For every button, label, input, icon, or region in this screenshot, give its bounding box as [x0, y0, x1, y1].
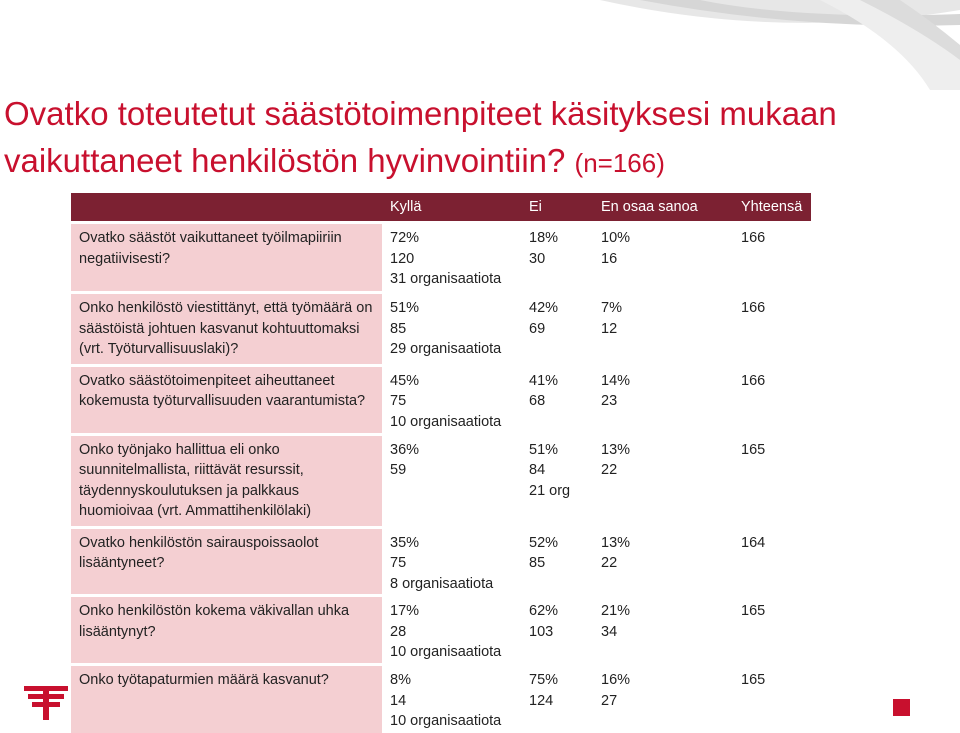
ei-percent: 18%	[529, 230, 559, 246]
ei-cell	[521, 223, 593, 293]
eos-count: 12	[601, 320, 618, 337]
table-row	[71, 223, 811, 293]
kylla-orgs: 10 organisaatiota	[390, 644, 502, 660]
eos-percent: 13%	[601, 534, 631, 551]
eos-count: 16	[601, 250, 618, 267]
kylla-count: 14	[390, 692, 407, 709]
eos-percent: 7%	[601, 300, 622, 316]
decorative-swoosh	[0, 0, 960, 90]
question-cell: Onko henkilöstö viestittänyt, että työmäärä on säästöistä johtuen kasvanut kohtuuttomaksi (vrt. Työturvallisuuslaki)?	[71, 293, 382, 366]
col-header-ei: Ei	[521, 193, 593, 223]
ei-percent: 51%	[529, 441, 559, 458]
eos-cell	[593, 527, 733, 596]
eos-percent: 10%	[601, 230, 631, 246]
col-header-question	[71, 193, 382, 223]
kylla-orgs: 29 organisaatiota	[390, 341, 502, 357]
table-row	[71, 293, 811, 366]
kylla-cell	[382, 365, 521, 434]
ei-count: 85	[529, 555, 546, 571]
ei-cell	[521, 527, 593, 596]
organization-logo-icon	[20, 684, 72, 722]
eos-percent: 21%	[601, 603, 631, 619]
kylla-percent: 72%	[390, 230, 420, 246]
question-cell: Onko henkilöstön kokema väkivallan uhka lisääntynyt?	[71, 596, 382, 665]
kylla-count: 75	[390, 393, 407, 409]
col-header-eos: En osaa sanoa	[593, 193, 733, 223]
eos-count: 23	[601, 393, 618, 409]
eos-count: 27	[601, 692, 618, 709]
yhteensa-cell: 165	[733, 434, 811, 527]
kylla-percent: 45%	[390, 372, 420, 389]
col-header-kylla: Kyllä	[382, 193, 521, 223]
kylla-percent: 8%	[390, 672, 411, 688]
kylla-cell	[382, 596, 521, 665]
eos-percent: 14%	[601, 372, 631, 389]
yhteensa-cell: 165	[733, 596, 811, 665]
ei-percent: 52%	[529, 534, 559, 551]
kylla-orgs: 10 organisaatiota	[390, 413, 502, 430]
ei-percent: 42%	[529, 300, 559, 316]
yhteensa-cell: 166	[733, 365, 811, 434]
yhteensa-cell: 166	[733, 293, 811, 366]
eos-percent: 16%	[601, 672, 631, 688]
yhteensa-cell: 164	[733, 527, 811, 596]
page-title: Ovatko toteutetut säästötoimenpiteet käsityksesi mukaan vaikuttaneet henkilöstön hyvinvointiin? (n=166)	[4, 95, 837, 179]
table-header-row	[71, 193, 811, 223]
ei-count: 84	[529, 462, 546, 478]
question-cell: Ovatko säästötoimenpiteet aiheuttaneet kokemusta työturvallisuuden vaarantumista?	[71, 365, 382, 434]
results-table	[71, 193, 811, 733]
table-row	[71, 434, 811, 527]
eos-count: 34	[601, 623, 618, 640]
kylla-count: 75	[390, 555, 407, 571]
ei-orgs: 21 org	[529, 482, 571, 499]
kylla-orgs: 31 organisaatiota	[390, 271, 502, 287]
kylla-count: 59	[390, 462, 407, 478]
ei-count: 69	[529, 320, 546, 337]
ei-cell	[521, 434, 593, 527]
ei-percent: 62%	[529, 603, 559, 619]
table-row	[71, 365, 811, 434]
ei-cell	[521, 596, 593, 665]
kylla-cell	[382, 293, 521, 366]
ei-count: 30	[529, 250, 546, 267]
corner-square-decoration	[893, 699, 910, 716]
question-cell: Ovatko säästöt vaikuttaneet työilmapiiriin negatiivisesti?	[71, 223, 382, 293]
eos-cell	[593, 365, 733, 434]
kylla-percent: 51%	[390, 300, 420, 316]
question-cell: Onko työnjako hallittua eli onko suunnitelmallista, riittävät resurssit, täydennyskoulutuksen ja palkkaus huomioivaa (vrt. Ammattihenkilölaki)	[71, 434, 382, 527]
table-row	[71, 527, 811, 596]
yhteensa-cell: 165	[733, 665, 811, 733]
eos-cell	[593, 293, 733, 366]
kylla-percent: 35%	[390, 534, 420, 551]
kylla-percent: 36%	[390, 441, 420, 458]
kylla-cell	[382, 527, 521, 596]
ei-count: 68	[529, 393, 546, 409]
ei-cell	[521, 293, 593, 366]
eos-count: 22	[601, 462, 618, 478]
ei-count: 124	[529, 692, 554, 709]
ei-percent: 75%	[529, 672, 559, 688]
kylla-count: 85	[390, 320, 407, 337]
kylla-cell	[382, 665, 521, 733]
kylla-percent: 17%	[390, 603, 420, 619]
kylla-count: 28	[390, 623, 407, 640]
eos-cell	[593, 665, 733, 733]
eos-cell	[593, 223, 733, 293]
ei-cell	[521, 365, 593, 434]
ei-percent: 41%	[529, 372, 559, 389]
kylla-orgs: 8 organisaatiota	[390, 575, 494, 592]
ei-count: 103	[529, 623, 554, 640]
eos-percent: 13%	[601, 441, 631, 458]
eos-cell	[593, 596, 733, 665]
eos-count: 22	[601, 555, 618, 571]
kylla-cell	[382, 434, 521, 527]
kylla-count: 120	[390, 250, 415, 267]
table-row	[71, 596, 811, 665]
kylla-orgs: 10 organisaatiota	[390, 713, 502, 729]
ei-cell	[521, 665, 593, 733]
question-cell: Onko työtapaturmien määrä kasvanut?	[71, 665, 382, 733]
question-cell: Ovatko henkilöstön sairauspoissaolot lisääntyneet?	[71, 527, 382, 596]
table-row	[71, 665, 811, 733]
eos-cell	[593, 434, 733, 527]
yhteensa-cell: 166	[733, 223, 811, 293]
col-header-yhteensa: Yhteensä	[733, 193, 811, 223]
kylla-cell	[382, 223, 521, 293]
